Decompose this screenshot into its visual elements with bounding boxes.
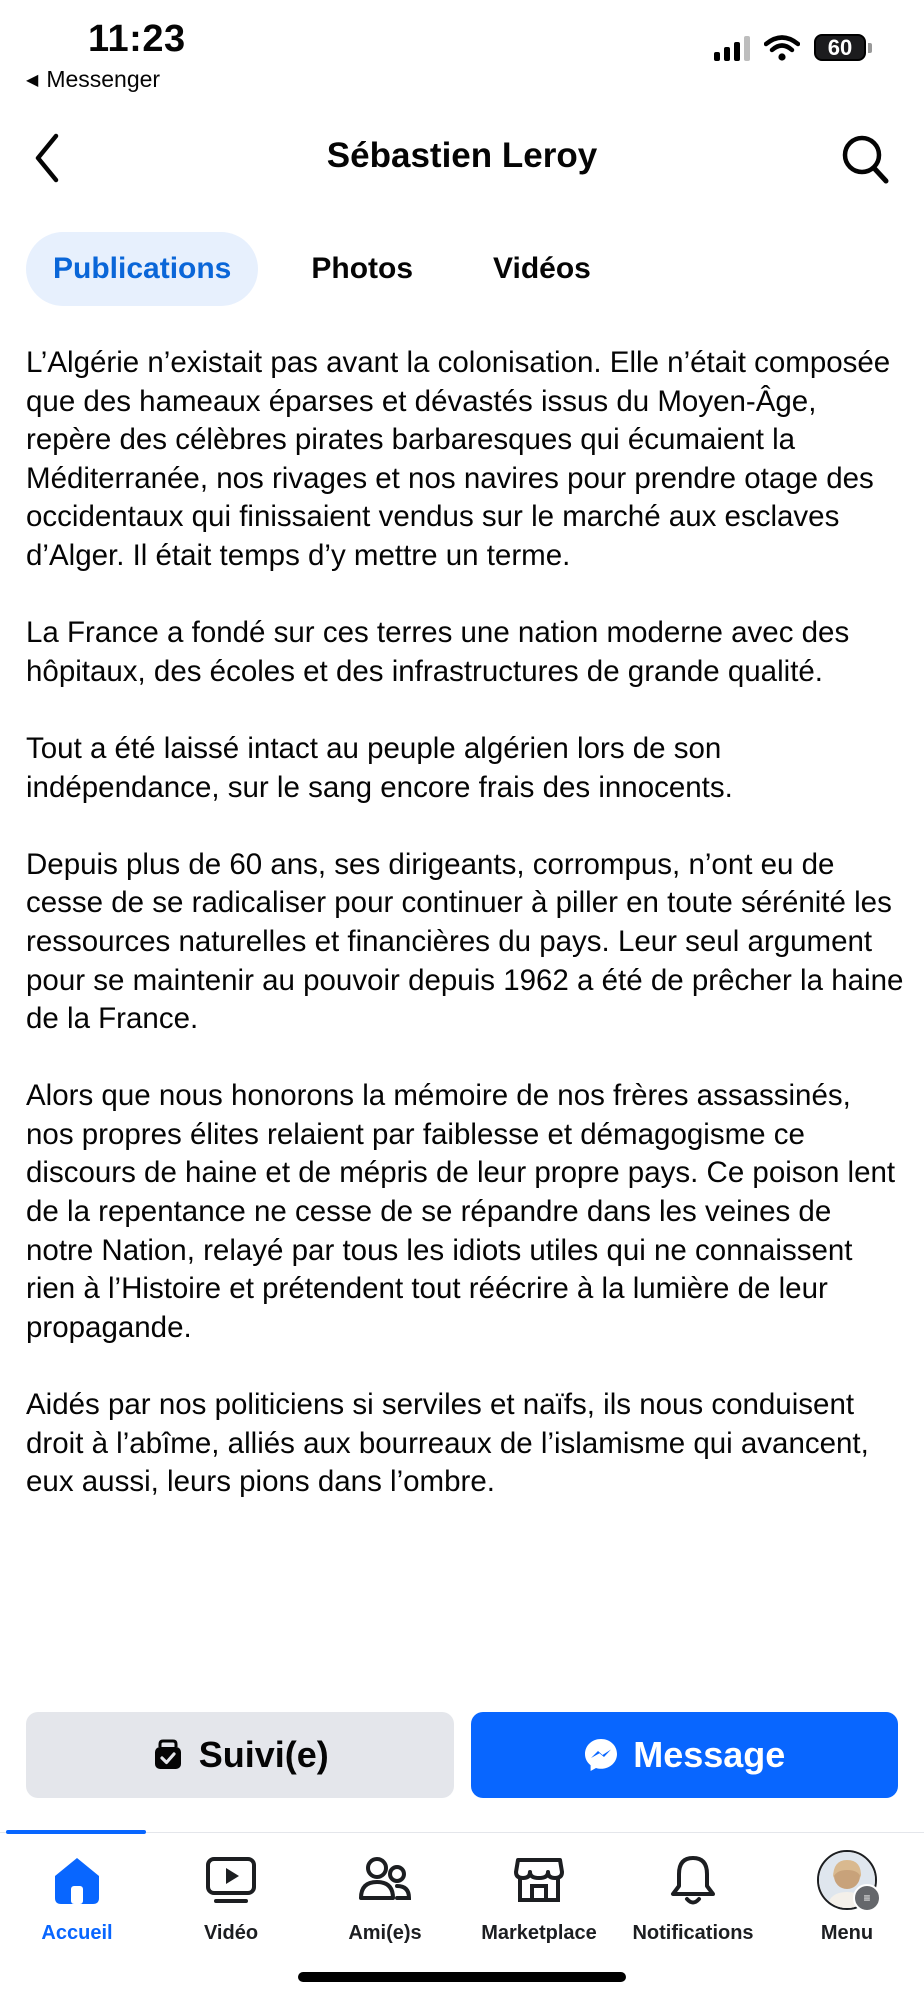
nav-friends[interactable] [308,1848,462,1945]
battery-icon [814,34,872,61]
search-button[interactable] [840,132,890,186]
post-paragraph: Tout a été laissé intact au peuple algérien lors de son indépendance, sur le sang encore frais des innocents. [26,731,733,804]
nav-label: Accueil [41,1922,113,1944]
profile-actions [26,1712,898,1798]
message-label: Message [633,1734,786,1775]
video-icon [204,1854,258,1906]
post-paragraph: Alors que nous honorons la mémoire de nos frères assassinés, nos propres élites relaient par faiblesse et démagogisme ce discours de haine et de mépris de leur propre pays. Ce poison lent de la repentance ne cesse de se répandre dans les veines de notre Nation, relayé par tous les idiots utiles qui ne connaissent rien à l’Histoire et prétendent tout réécrire à la lumière de leur propagande. [26,1079,896,1344]
search-icon [840,132,890,186]
post-paragraph: L’Algérie n’existait pas avant la colonisation. Elle n’était composée que des hameaux éparses et dévastés issus du Moyen-Âge, repère des célèbres pirates barbaresques qui écumaient la Méditerranée, nos rivages et nos navires pour prendre otage des occidentaux qui finissaient vendus sur le marché aux esclaves d’Alger. Il était temps d’y mettre un terme. [26,346,891,572]
back-triangle-icon: ◀ [26,71,39,89]
home-icon [51,1854,103,1906]
nav-label: Marketplace [481,1922,597,1944]
page-title: Sébastien Leroy [326,136,598,175]
nav-label: Ami(e)s [348,1922,422,1944]
nav-notifications[interactable] [616,1848,770,1945]
following-check-icon [151,1738,185,1772]
nav-label: Vidéo [203,1922,259,1944]
nav-marketplace[interactable] [462,1848,616,1945]
nav-label: Notifications [632,1922,754,1944]
tab-videos[interactable]: Vidéos [493,252,591,285]
tab-publications[interactable]: Publications [26,232,258,306]
back-app-label: Messenger [46,66,161,92]
marketplace-icon [512,1854,566,1906]
home-indicator [298,1972,626,1982]
nav-video[interactable] [154,1848,308,1945]
status-time: 11:23 [88,18,186,60]
active-tab-indicator [6,1830,146,1834]
nav-label: Menu [820,1922,874,1944]
battery-level: 60 [814,34,866,61]
nav-menu[interactable] [770,1848,924,1945]
message-button[interactable] [471,1712,899,1798]
following-button[interactable] [26,1712,454,1798]
tab-photos[interactable]: Photos [311,252,414,285]
avatar [817,1850,877,1910]
messenger-icon [583,1737,619,1773]
post-paragraph: La France a fondé sur ces terres une nation moderne avec des hôpitaux, des écoles et des infrastructures de grande qualité. [26,616,850,688]
menu-badge-icon: ≡ [853,1884,881,1912]
post-body [26,344,906,1540]
profile-tabs [26,232,618,306]
bell-icon [668,1853,718,1907]
back-to-app-link[interactable] [26,66,160,93]
following-label: Suivi(e) [198,1734,329,1775]
system-indicators [714,34,872,61]
friends-icon [357,1854,413,1906]
cellular-signal-icon [714,35,750,61]
bottom-navigation [0,1848,924,1945]
nav-home[interactable] [0,1848,154,1945]
post-paragraph: Aidés par nos politiciens si serviles et naïfs, ils nous conduisent droit à l’abîme, alliés aux bourreaux de l’islamisme qui avancent, eux aussi, leurs pions dans l’ombre. [26,1388,869,1499]
wifi-icon [764,35,800,61]
post-paragraph: Depuis plus de 60 ans, ses dirigeants, corrompus, n’ont eu de cesse de se radicaliser pour continuer à piller en toute sérénité les ressources naturelles et financières du pays. Leur seul argument pour se maintenir au pouvoir depuis 1962 a été de prêcher la haine de la France. [26,847,904,1036]
